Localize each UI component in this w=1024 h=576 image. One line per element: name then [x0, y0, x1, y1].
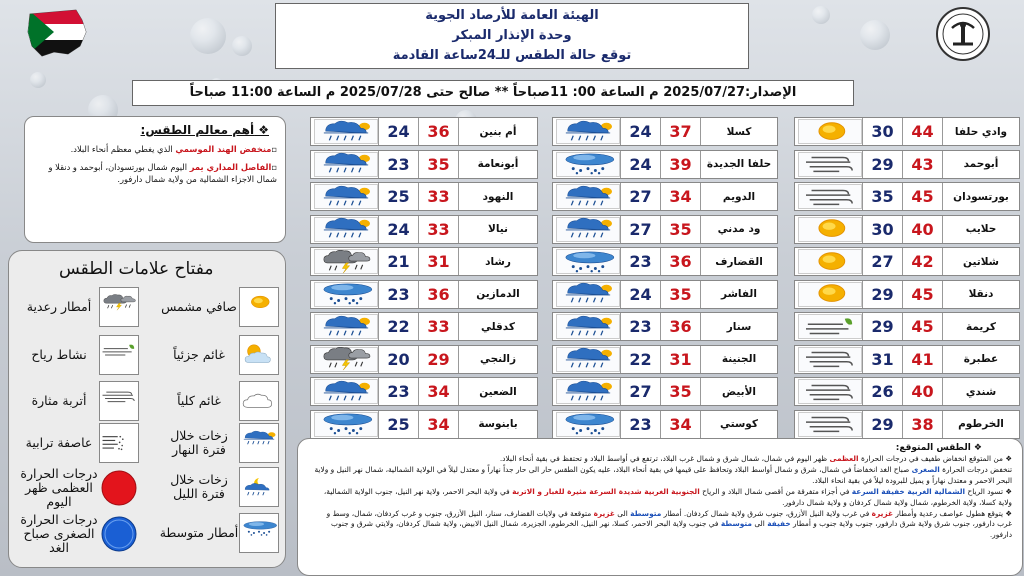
- legend-item: [19, 381, 143, 421]
- forecast-rain: ❖ يتوقع هطول عواصف رعدية وأمطار غزيرة في غرب ولاية النيل الأزرق، جنوب شرق ولاية شمال كردفان. أمطار متوسطة الى غزيرة متوقعة في ولايات القضارف، سنار، النيل الأزرق، جنوب و غرب كردفان، شمال، وسط و غرب دارفور، جنوب شرق ولاية شرق دارفور، جنوب ولاية جنوب و أمطار خفيفة الى متوسطة في جنوب ولاية البحر الاحمر، كسلا، نهر النيل، الخرطوم، الجزيرة، شمال النيل الابيض، ولاية شمال كردفان، ولايتي شرق و جنوب دارفور.: [326, 509, 1012, 539]
- city-name: كدقلي: [458, 313, 537, 340]
- moderate-rain-icon: [239, 513, 279, 553]
- max-temperature: 38: [902, 411, 942, 438]
- day-showers-icon: [556, 347, 620, 372]
- max-temperature: 36: [660, 248, 700, 275]
- city-forecast-card: [310, 247, 538, 276]
- city-name: الأبيض: [700, 378, 777, 405]
- legend-label: نشاط رياح: [31, 347, 87, 362]
- wind-leaf-icon: [99, 335, 139, 375]
- min-temperature: 23: [378, 378, 418, 405]
- max-temperature: 31: [660, 346, 700, 373]
- wind-icon: [798, 152, 862, 177]
- legend-label: أمطار متوسطة: [159, 525, 239, 540]
- sunny-icon: [798, 249, 862, 274]
- moderate-rain-icon: [314, 282, 378, 307]
- min-temperature: 29: [862, 151, 902, 178]
- features-title: ❖ أهم معالم الطقس:: [140, 123, 269, 137]
- wind-leaf-icon: [798, 314, 862, 339]
- max-temperature: 35: [418, 151, 458, 178]
- legend-item: [159, 513, 283, 553]
- max-temperature: 44: [902, 118, 942, 145]
- city-forecast-card: [552, 117, 778, 146]
- legend-item: [19, 513, 143, 555]
- city-name: شندي: [942, 378, 1019, 405]
- min-temperature: 27: [620, 378, 660, 405]
- max-temperature: 33: [418, 183, 458, 210]
- legend-label: أمطار رعدية: [26, 299, 92, 314]
- wind-icon: [798, 184, 862, 209]
- city-forecast-card: [794, 345, 1020, 374]
- max-temperature: 40: [902, 378, 942, 405]
- moderate-rain-icon: [556, 152, 620, 177]
- city-name: الضعين: [458, 378, 537, 405]
- city-name: رشاد: [458, 248, 537, 275]
- city-name: وادي حلفا: [942, 118, 1019, 145]
- city-forecast-card: [552, 345, 778, 374]
- city-name: الجنينة: [700, 346, 777, 373]
- city-forecast-card: [794, 280, 1020, 309]
- min-temperature: 24: [378, 216, 418, 243]
- day-showers-icon: [239, 423, 279, 463]
- day-showers-icon: [556, 379, 620, 404]
- max-temperature: 40: [902, 216, 942, 243]
- max-temperature: 43: [902, 151, 942, 178]
- city-forecast-card: [552, 150, 778, 179]
- min-temperature: 23: [378, 151, 418, 178]
- legend-item: [159, 335, 283, 375]
- city-forecast-card: [794, 312, 1020, 341]
- wind-icon: [798, 379, 862, 404]
- legend-item: [19, 467, 143, 509]
- min-temperature: 23: [378, 281, 418, 308]
- sunny-icon: [239, 287, 279, 327]
- forecast-winds: ❖ تسود الرياح الشمالية الغربية خفيفة السرعة في أجزاء متفرقة من أقصى شمال البلاد و الرياح الجنوبية الغربية شديدة السرعة مثيرة للغبار و الاتربة في ولاية البحر الاحمر، ولاية نهر النيل، جنوب الولاية الشمالية، ولاية كسلا، ولاية الخرطوم، شمال ولاية شمال كردفان و ولاية شمال دارفور.: [323, 487, 1012, 507]
- max-temperature: 34: [418, 411, 458, 438]
- thunder-rain-icon: [99, 287, 139, 327]
- weather-features-box: [24, 116, 286, 243]
- city-name: كوستي: [700, 411, 777, 438]
- min-temperature: 29: [862, 281, 902, 308]
- legend-item: [159, 381, 283, 421]
- legend-label: غائم كلياً: [177, 393, 221, 408]
- city-forecast-card: [310, 410, 538, 439]
- city-forecast-card: [552, 377, 778, 406]
- forecast-title: ❖ الطقس المتوقع:: [895, 443, 982, 453]
- city-forecast-card: [310, 182, 538, 211]
- city-name: النهود: [458, 183, 537, 210]
- city-forecast-card: [552, 312, 778, 341]
- header-authority: الهيئة العامة للأرصاد الجوية: [425, 8, 599, 23]
- city-forecast-card: [794, 150, 1020, 179]
- moderate-rain-icon: [556, 249, 620, 274]
- day-showers-icon: [314, 184, 378, 209]
- water-drop: [190, 18, 226, 54]
- water-drop: [860, 20, 890, 50]
- legend-label: عاصفة ترابية: [25, 435, 93, 450]
- min-temperature: 22: [378, 313, 418, 340]
- sudan-flag-map-icon: [24, 6, 88, 58]
- forecast-temp-min: تنخفض درجات الحرارة الصغرى صباح الغد انخفاضاً في شمال، شرق و شمال أواسط البلاد وتحافظ على قيمها في بقية أنحاء البلاد، عليه يكون الطقس حار الى حار جداً نهاراً و معتدل ليلاً في الولاية الشمالية، شمال نهر النيل و ولاية البحر الاحمر و معتدل نهاراً و يميل للبرودة ليلاً في بقية انحاء البلاد.: [314, 465, 1012, 485]
- legend-item: [19, 287, 143, 327]
- sunny-icon: [798, 217, 862, 242]
- city-forecast-card: [552, 247, 778, 276]
- city-name: أم بنين: [458, 118, 537, 145]
- red-circle-icon: [99, 468, 139, 508]
- legend-label: أتربة مثارة: [31, 393, 87, 408]
- wind-icon: [798, 347, 862, 372]
- legend-item: [19, 335, 143, 375]
- water-drop: [30, 72, 46, 88]
- max-temperature: 37: [660, 118, 700, 145]
- partly-cloudy-icon: [239, 335, 279, 375]
- water-drop: [812, 6, 830, 24]
- weather-symbols-legend: [8, 250, 286, 568]
- thunder-rain-icon: [314, 249, 378, 274]
- moderate-rain-icon: [314, 412, 378, 437]
- meteorological-authority-logo: [935, 6, 991, 62]
- max-temperature: 39: [660, 151, 700, 178]
- min-temperature: 30: [862, 118, 902, 145]
- city-name: القضارف: [700, 248, 777, 275]
- city-name: ود مدني: [700, 216, 777, 243]
- city-forecast-card: [794, 182, 1020, 211]
- min-temperature: 24: [620, 281, 660, 308]
- day-showers-icon: [556, 184, 620, 209]
- cloudy-icon: [239, 381, 279, 421]
- max-temperature: 34: [660, 183, 700, 210]
- legend-label: زخات خلال فترة الليل: [170, 472, 228, 501]
- min-temperature: 23: [620, 313, 660, 340]
- city-forecast-card: [552, 410, 778, 439]
- min-temperature: 24: [620, 118, 660, 145]
- blue-circle-icon: [99, 514, 139, 554]
- day-showers-icon: [314, 152, 378, 177]
- legend-label: غائم جزئياً: [173, 347, 225, 362]
- thunder-rain-icon: [314, 347, 378, 372]
- max-temperature: 29: [418, 346, 458, 373]
- legend-label: درجات الحرارة الصغرى صباح الغد: [20, 512, 98, 555]
- city-forecast-card: [552, 182, 778, 211]
- day-showers-icon: [314, 119, 378, 144]
- max-temperature: 45: [902, 183, 942, 210]
- city-name: زالنجي: [458, 346, 537, 373]
- legend-item: [159, 287, 283, 327]
- water-drop: [232, 36, 252, 56]
- sunny-icon: [798, 119, 862, 144]
- wind-icon: [798, 412, 862, 437]
- city-name: الدمازين: [458, 281, 537, 308]
- max-temperature: 35: [660, 216, 700, 243]
- city-name: الدويم: [700, 183, 777, 210]
- city-name: أبوحمد: [942, 151, 1019, 178]
- city-forecast-card: [794, 215, 1020, 244]
- city-name: بابنوسة: [458, 411, 537, 438]
- city-forecast-card: [310, 215, 538, 244]
- max-temperature: 36: [418, 281, 458, 308]
- feature-monsoon: ▫منخفض الهند الموسمي الذي يغطي معظم أنحاء البلاد.: [70, 144, 277, 154]
- city-forecast-card: [794, 377, 1020, 406]
- max-temperature: 34: [418, 378, 458, 405]
- city-name: أبونعامة: [458, 151, 537, 178]
- min-temperature: 26: [862, 378, 902, 405]
- city-forecast-card: [310, 150, 538, 179]
- min-temperature: 25: [378, 411, 418, 438]
- min-temperature: 22: [620, 346, 660, 373]
- city-name: حلفا الجديدة: [700, 151, 777, 178]
- day-showers-icon: [556, 314, 620, 339]
- day-showers-icon: [314, 314, 378, 339]
- day-showers-icon: [314, 217, 378, 242]
- min-temperature: 20: [378, 346, 418, 373]
- moderate-rain-icon: [556, 412, 620, 437]
- city-name: حلايب: [942, 216, 1019, 243]
- feature-itcz: ▫الفاصل المداري يمر اليوم شمال بورتسودان، أبوحمد و دنقلا و شمال الاجزاء الشمالية من ولاية شمال دارفور.: [48, 162, 277, 184]
- legend-title: مفتاح علامات الطقس: [59, 259, 214, 279]
- city-name: دنقلا: [942, 281, 1019, 308]
- min-temperature: 25: [378, 183, 418, 210]
- legend-label: درجات الحرارة العظمى ظهر اليوم: [20, 466, 98, 509]
- city-forecast-card: [310, 280, 538, 309]
- city-forecast-card: [794, 117, 1020, 146]
- legend-label: صافي مشمس: [161, 299, 237, 314]
- legend-item: [19, 423, 143, 463]
- day-showers-icon: [556, 217, 620, 242]
- city-name: كسلا: [700, 118, 777, 145]
- min-temperature: 27: [620, 216, 660, 243]
- day-showers-icon: [314, 379, 378, 404]
- min-temperature: 23: [620, 411, 660, 438]
- dust-storm-icon: [99, 423, 139, 463]
- max-temperature: 41: [902, 346, 942, 373]
- city-forecast-card: [310, 117, 538, 146]
- wind-icon: [99, 381, 139, 421]
- min-temperature: 21: [378, 248, 418, 275]
- city-name: سنار: [700, 313, 777, 340]
- header-unit: وحدة الإنذار المبكر: [452, 28, 572, 43]
- min-temperature: 29: [862, 313, 902, 340]
- max-temperature: 36: [660, 313, 700, 340]
- min-temperature: 24: [378, 118, 418, 145]
- day-showers-icon: [556, 119, 620, 144]
- max-temperature: 45: [902, 281, 942, 308]
- max-temperature: 34: [660, 411, 700, 438]
- max-temperature: 31: [418, 248, 458, 275]
- legend-item: [159, 467, 283, 507]
- city-name: الفاشر: [700, 281, 777, 308]
- city-forecast-card: [794, 247, 1020, 276]
- sunny-icon: [798, 282, 862, 307]
- min-temperature: 31: [862, 346, 902, 373]
- legend-label: زخات خلال فترة النهار: [170, 428, 228, 457]
- min-temperature: 35: [862, 183, 902, 210]
- city-forecast-card: [310, 312, 538, 341]
- city-forecast-card: [310, 377, 538, 406]
- min-temperature: 29: [862, 411, 902, 438]
- header-subtitle: توقع حالة الطقس للـ24ساعة القادمة: [392, 48, 632, 63]
- city-name: بورتسودان: [942, 183, 1019, 210]
- max-temperature: 36: [418, 118, 458, 145]
- city-name: شلاتين: [942, 248, 1019, 275]
- forecast-temp-max: ❖ من المتوقع انخفاض طفيف في درجات الحرارة العظمى ظهر اليوم في شمال، شمال شرق و شمال غرب البلاد، ترتفع في أواسط البلاد و تحتفظ في بقية أنحاء البلاد.: [499, 454, 1012, 463]
- legend-item: [159, 423, 283, 463]
- min-temperature: 27: [862, 248, 902, 275]
- city-name: عطبرة: [942, 346, 1019, 373]
- night-showers-icon: [239, 467, 279, 507]
- city-name: الخرطوم: [942, 411, 1019, 438]
- max-temperature: 35: [660, 281, 700, 308]
- min-temperature: 24: [620, 151, 660, 178]
- city-name: كريمة: [942, 313, 1019, 340]
- city-forecast-card: [552, 215, 778, 244]
- city-forecast-card: [552, 280, 778, 309]
- max-temperature: 33: [418, 216, 458, 243]
- day-showers-icon: [556, 282, 620, 307]
- city-forecast-card: [794, 410, 1020, 439]
- max-temperature: 45: [902, 313, 942, 340]
- forecast-box: [297, 438, 1023, 576]
- min-temperature: 27: [620, 183, 660, 210]
- min-temperature: 30: [862, 216, 902, 243]
- issue-validity-bar: الإصدار:2025/07/27 م الساعة 00: 11صباحاً ** صالح حتى 2025/07/28 م الساعة 11:00 صباحاً: [132, 80, 854, 106]
- city-name: نيالا: [458, 216, 537, 243]
- min-temperature: 23: [620, 248, 660, 275]
- max-temperature: 33: [418, 313, 458, 340]
- city-forecast-card: [310, 345, 538, 374]
- header-box: [275, 3, 749, 69]
- max-temperature: 35: [660, 378, 700, 405]
- max-temperature: 42: [902, 248, 942, 275]
